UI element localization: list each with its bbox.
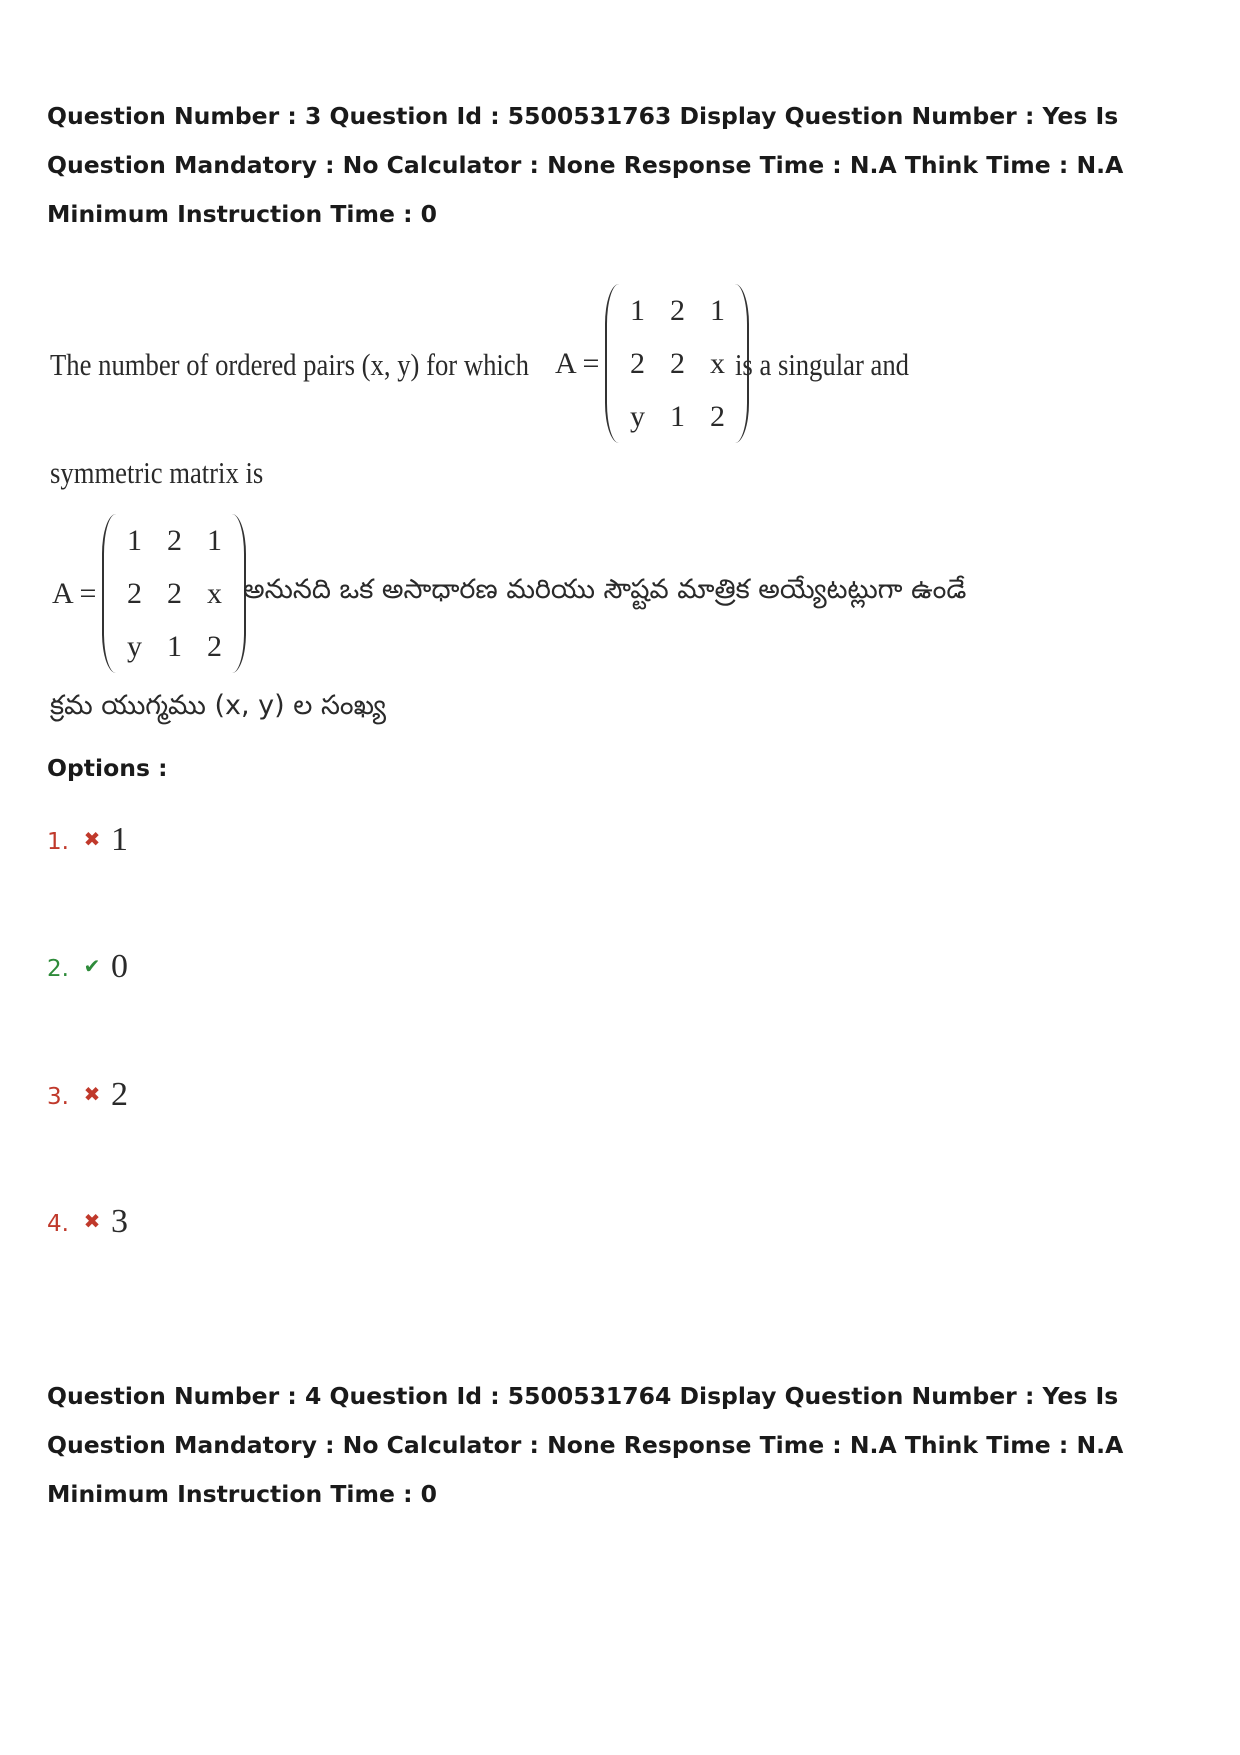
option-number: 1. xyxy=(47,829,69,855)
matrix-cell: 1 xyxy=(709,293,725,327)
question-stem-telugu-line2: క్రమ యుగ్మము (x, y) ల సంఖ్య xyxy=(50,690,387,721)
option-value: 0 xyxy=(111,948,128,985)
check-icon: ✔ xyxy=(83,954,101,978)
question-4-header: Question Number : 4 Question Id : 5500531764 Display Question Number : Yes Is Question Mandatory : No Calculator : None Response Time : N.A Think Time : N.A Minimum Instruction Time : 0 xyxy=(47,1382,1124,1508)
option-1[interactable] xyxy=(47,823,128,857)
option-3[interactable] xyxy=(47,1078,128,1112)
matrix-cell: 1 xyxy=(669,399,685,433)
cross-icon: ✖ xyxy=(83,1209,101,1233)
matrix-lhs: A = xyxy=(52,576,97,610)
question-3-header: Question Number : 3 Question Id : 5500531763 Display Question Number : Yes Is Question Mandatory : No Calculator : None Response Time : N.A Think Time : N.A Minimum Instruction Time : 0 xyxy=(47,102,1124,228)
matrix-cell: 2 xyxy=(206,629,222,663)
cross-icon: ✖ xyxy=(83,1082,101,1106)
question-stem-english-line1-end: is a singular and xyxy=(735,347,910,382)
matrix-cell: 2 xyxy=(126,576,142,610)
matrix-cell: 2 xyxy=(166,576,182,610)
option-value: 3 xyxy=(111,1203,128,1240)
option-value: 1 xyxy=(111,821,128,858)
matrix-cell: 1 xyxy=(126,523,142,557)
options-title: Options : xyxy=(47,754,168,782)
matrix-english xyxy=(555,284,749,443)
matrix-cell: 2 xyxy=(669,346,685,380)
option-4[interactable] xyxy=(47,1205,128,1239)
question-stem-english-line1: The number of ordered pairs (x, y) for which xyxy=(50,347,529,382)
matrix-cell: 1 xyxy=(206,523,222,557)
matrix-cell: y xyxy=(629,399,645,433)
matrix-cell: y xyxy=(126,629,142,663)
matrix-cell: 1 xyxy=(629,293,645,327)
matrix-cell: 2 xyxy=(166,523,182,557)
option-number: 4. xyxy=(47,1211,69,1237)
matrix-cell: x xyxy=(206,576,222,610)
option-number: 3. xyxy=(47,1084,69,1110)
matrix-lhs: A = xyxy=(555,346,600,380)
cross-icon: ✖ xyxy=(83,827,101,851)
matrix-cell: 2 xyxy=(629,346,645,380)
option-number: 2. xyxy=(47,956,69,982)
matrix-telugu xyxy=(52,514,246,673)
matrix-bracket xyxy=(102,514,246,673)
question-stem-english-line2: symmetric matrix is xyxy=(50,455,264,490)
matrix-cell: 2 xyxy=(709,399,725,433)
matrix-cell: 1 xyxy=(166,629,182,663)
matrix-cell: x xyxy=(709,346,725,380)
matrix-bracket xyxy=(605,284,749,443)
option-value: 2 xyxy=(111,1076,128,1113)
matrix-cell: 2 xyxy=(669,293,685,327)
question-stem-telugu-line1: అనునది ఒక అసాధారణ మరియు సౌష్టవ మాత్రిక అయ్యేటట్లుగా ఉండే xyxy=(243,574,967,605)
option-2[interactable] xyxy=(47,950,128,984)
